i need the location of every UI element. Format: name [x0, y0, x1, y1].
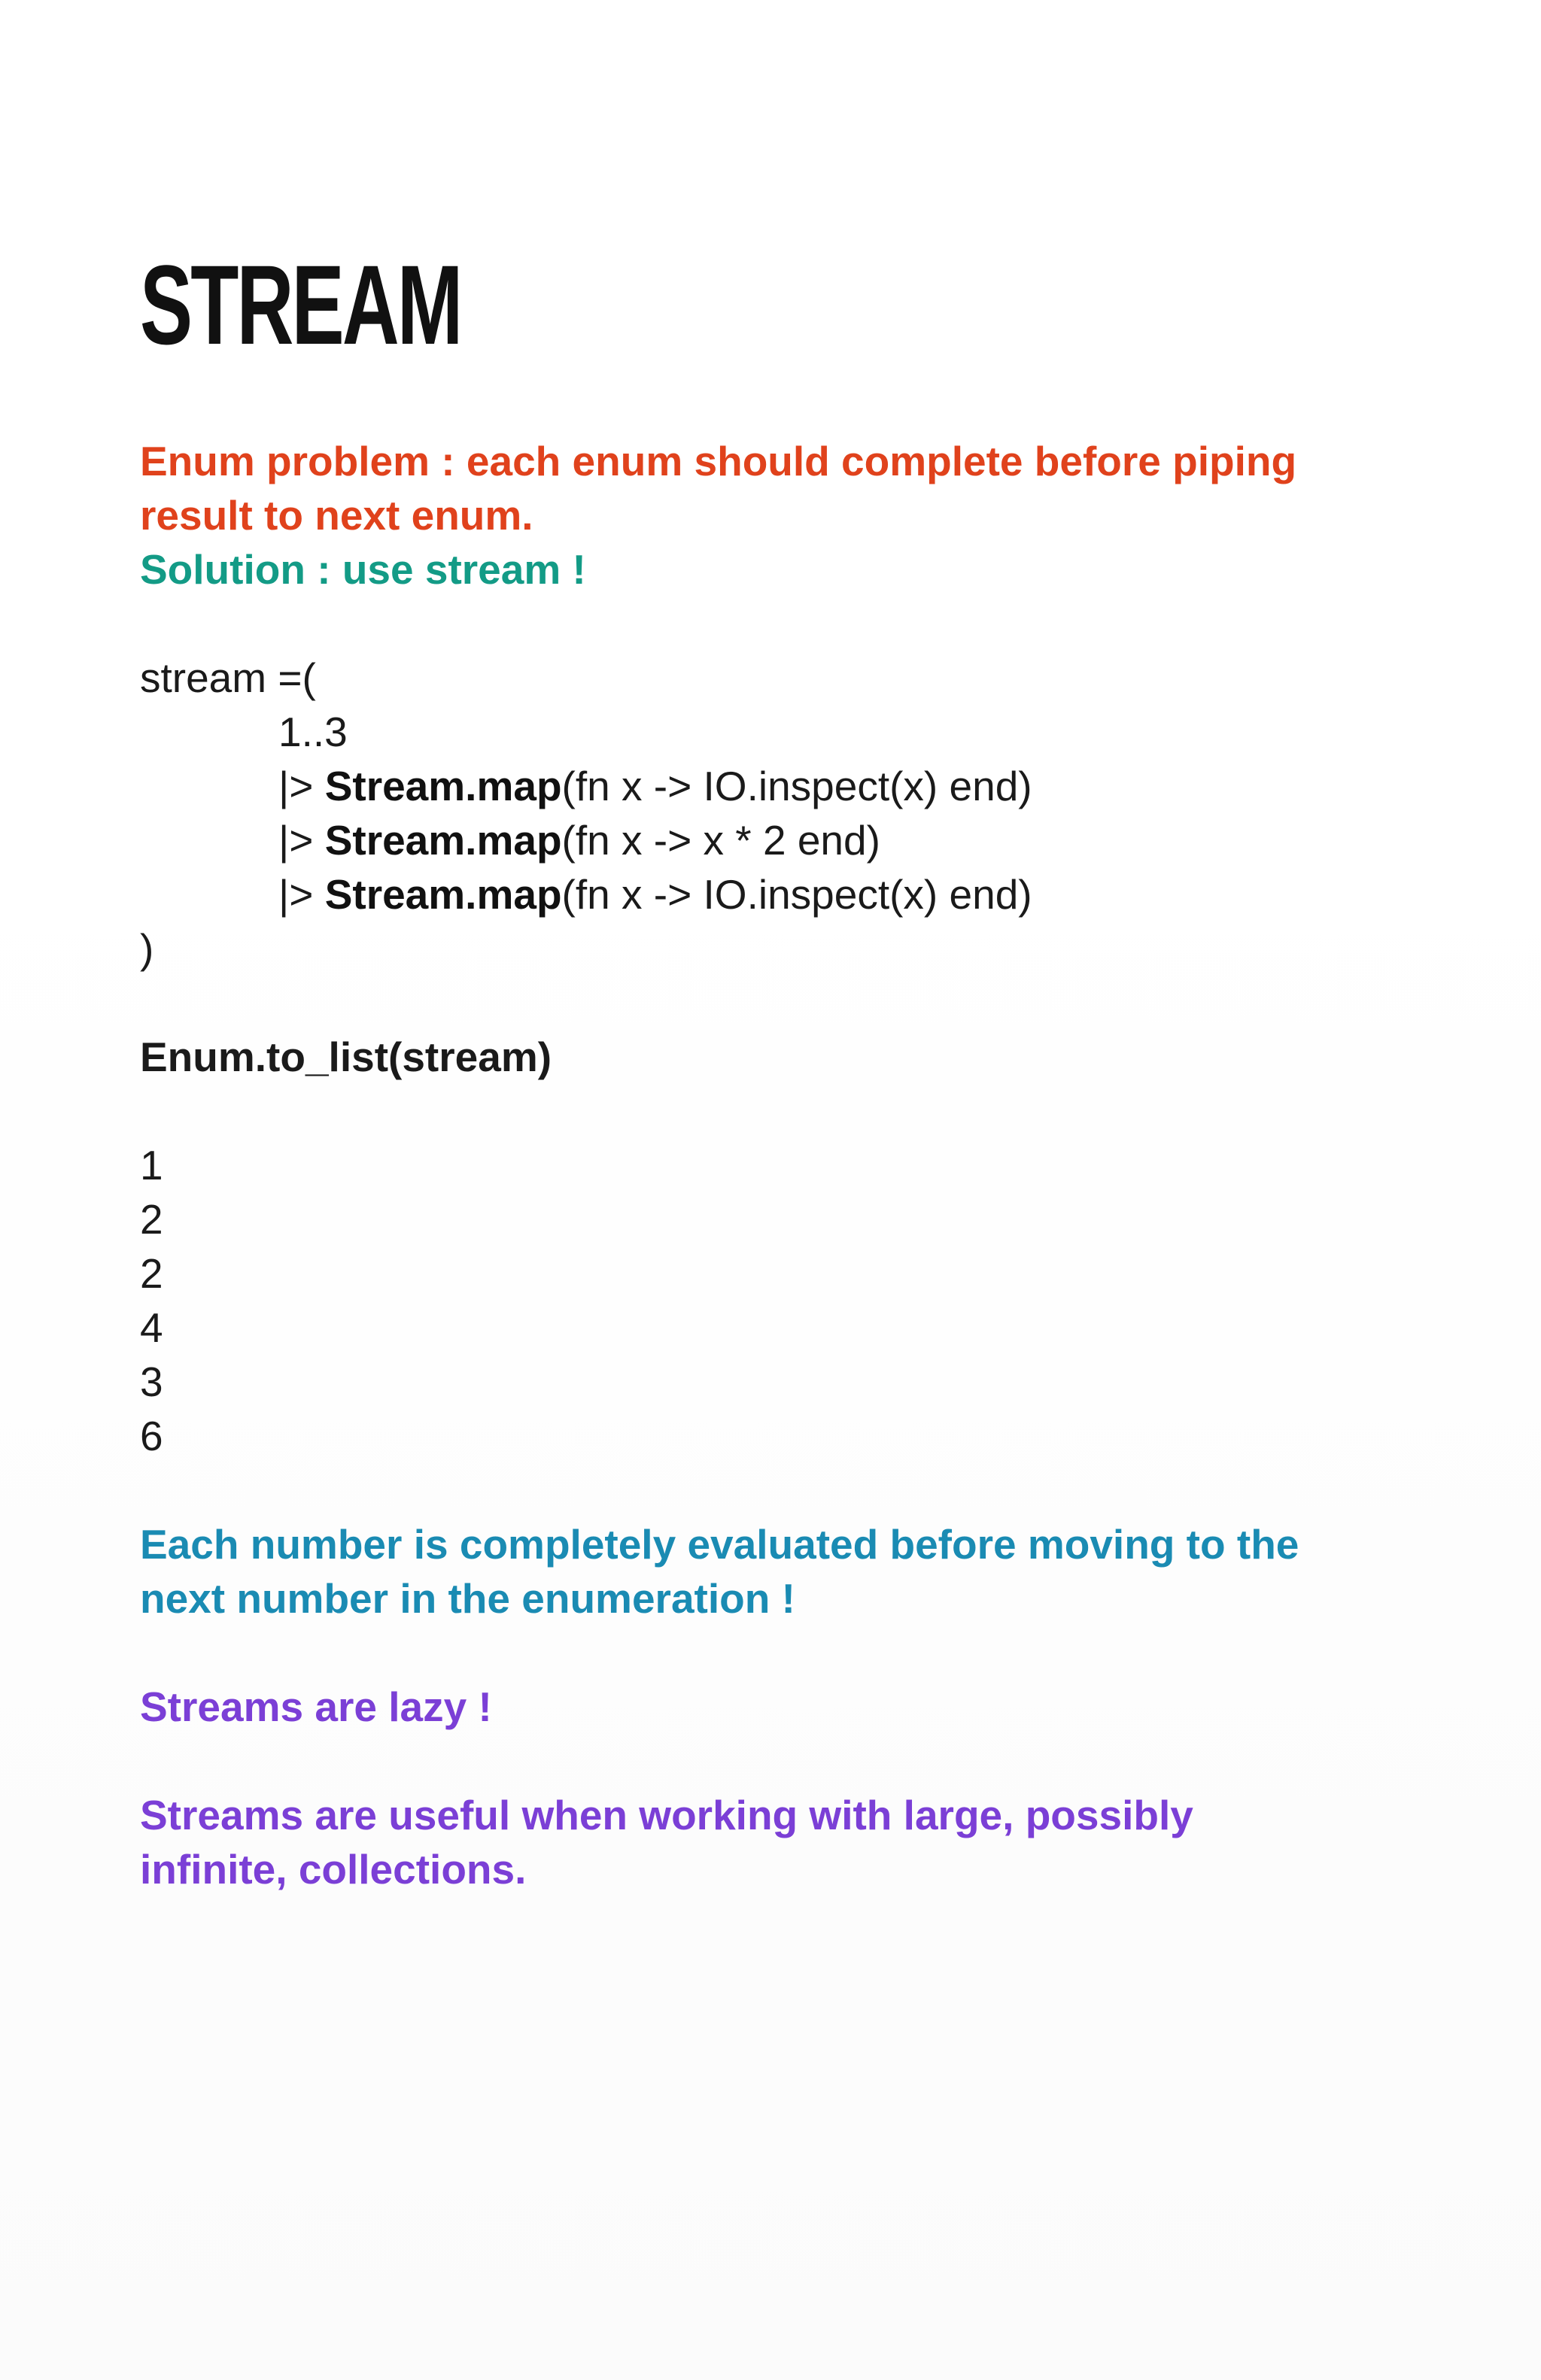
output-value: 6 — [140, 1413, 163, 1459]
output-value: 1 — [140, 1142, 163, 1188]
page-title: STREAM — [140, 241, 461, 368]
lazy-note: Streams are lazy ! — [140, 1683, 492, 1730]
output-list — [140, 1138, 163, 1463]
stream-map-fn: Stream.map — [324, 763, 562, 809]
output-value: 2 — [140, 1196, 163, 1243]
pipe-operator: |> — [278, 817, 325, 864]
enum-to-list-call: Enum.to_list(stream) — [140, 1034, 552, 1080]
code-close: ) — [140, 925, 154, 972]
code-map-line-3 — [140, 867, 1032, 921]
problem-line-1: Enum problem : each enum should complete before piping — [140, 438, 1297, 484]
map-args: (fn x -> IO.inspect(x) end) — [561, 763, 1032, 809]
output-value: 3 — [140, 1358, 163, 1405]
stream-map-fn: Stream.map — [324, 871, 562, 918]
evaluation-note-line-1: Each number is completely evaluated before moving to the — [140, 1521, 1299, 1568]
pipe-operator: |> — [278, 871, 325, 918]
map-args: (fn x -> IO.inspect(x) end) — [561, 871, 1032, 918]
stream-map-fn: Stream.map — [324, 817, 562, 864]
code-map-line-1 — [140, 759, 1032, 813]
useful-note — [140, 1788, 1193, 1896]
code-open: stream =( — [140, 654, 316, 701]
pipe-operator: |> — [278, 763, 325, 809]
evaluation-note — [140, 1517, 1299, 1626]
useful-note-line-1: Streams are useful when working with large, possibly — [140, 1792, 1193, 1838]
output-value: 4 — [140, 1304, 163, 1351]
code-range: 1..3 — [278, 709, 348, 755]
problem-statement — [140, 434, 1296, 542]
problem-line-2: result to next enum. — [140, 492, 533, 539]
solution-statement: Solution : use stream ! — [140, 546, 586, 593]
code-map-line-2 — [140, 813, 1032, 867]
evaluation-note-line-2: next number in the enumeration ! — [140, 1575, 795, 1622]
map-args: (fn x -> x * 2 end) — [561, 817, 880, 864]
useful-note-line-2: infinite, collections. — [140, 1846, 527, 1893]
code-block — [140, 651, 1032, 976]
output-value: 2 — [140, 1250, 163, 1297]
